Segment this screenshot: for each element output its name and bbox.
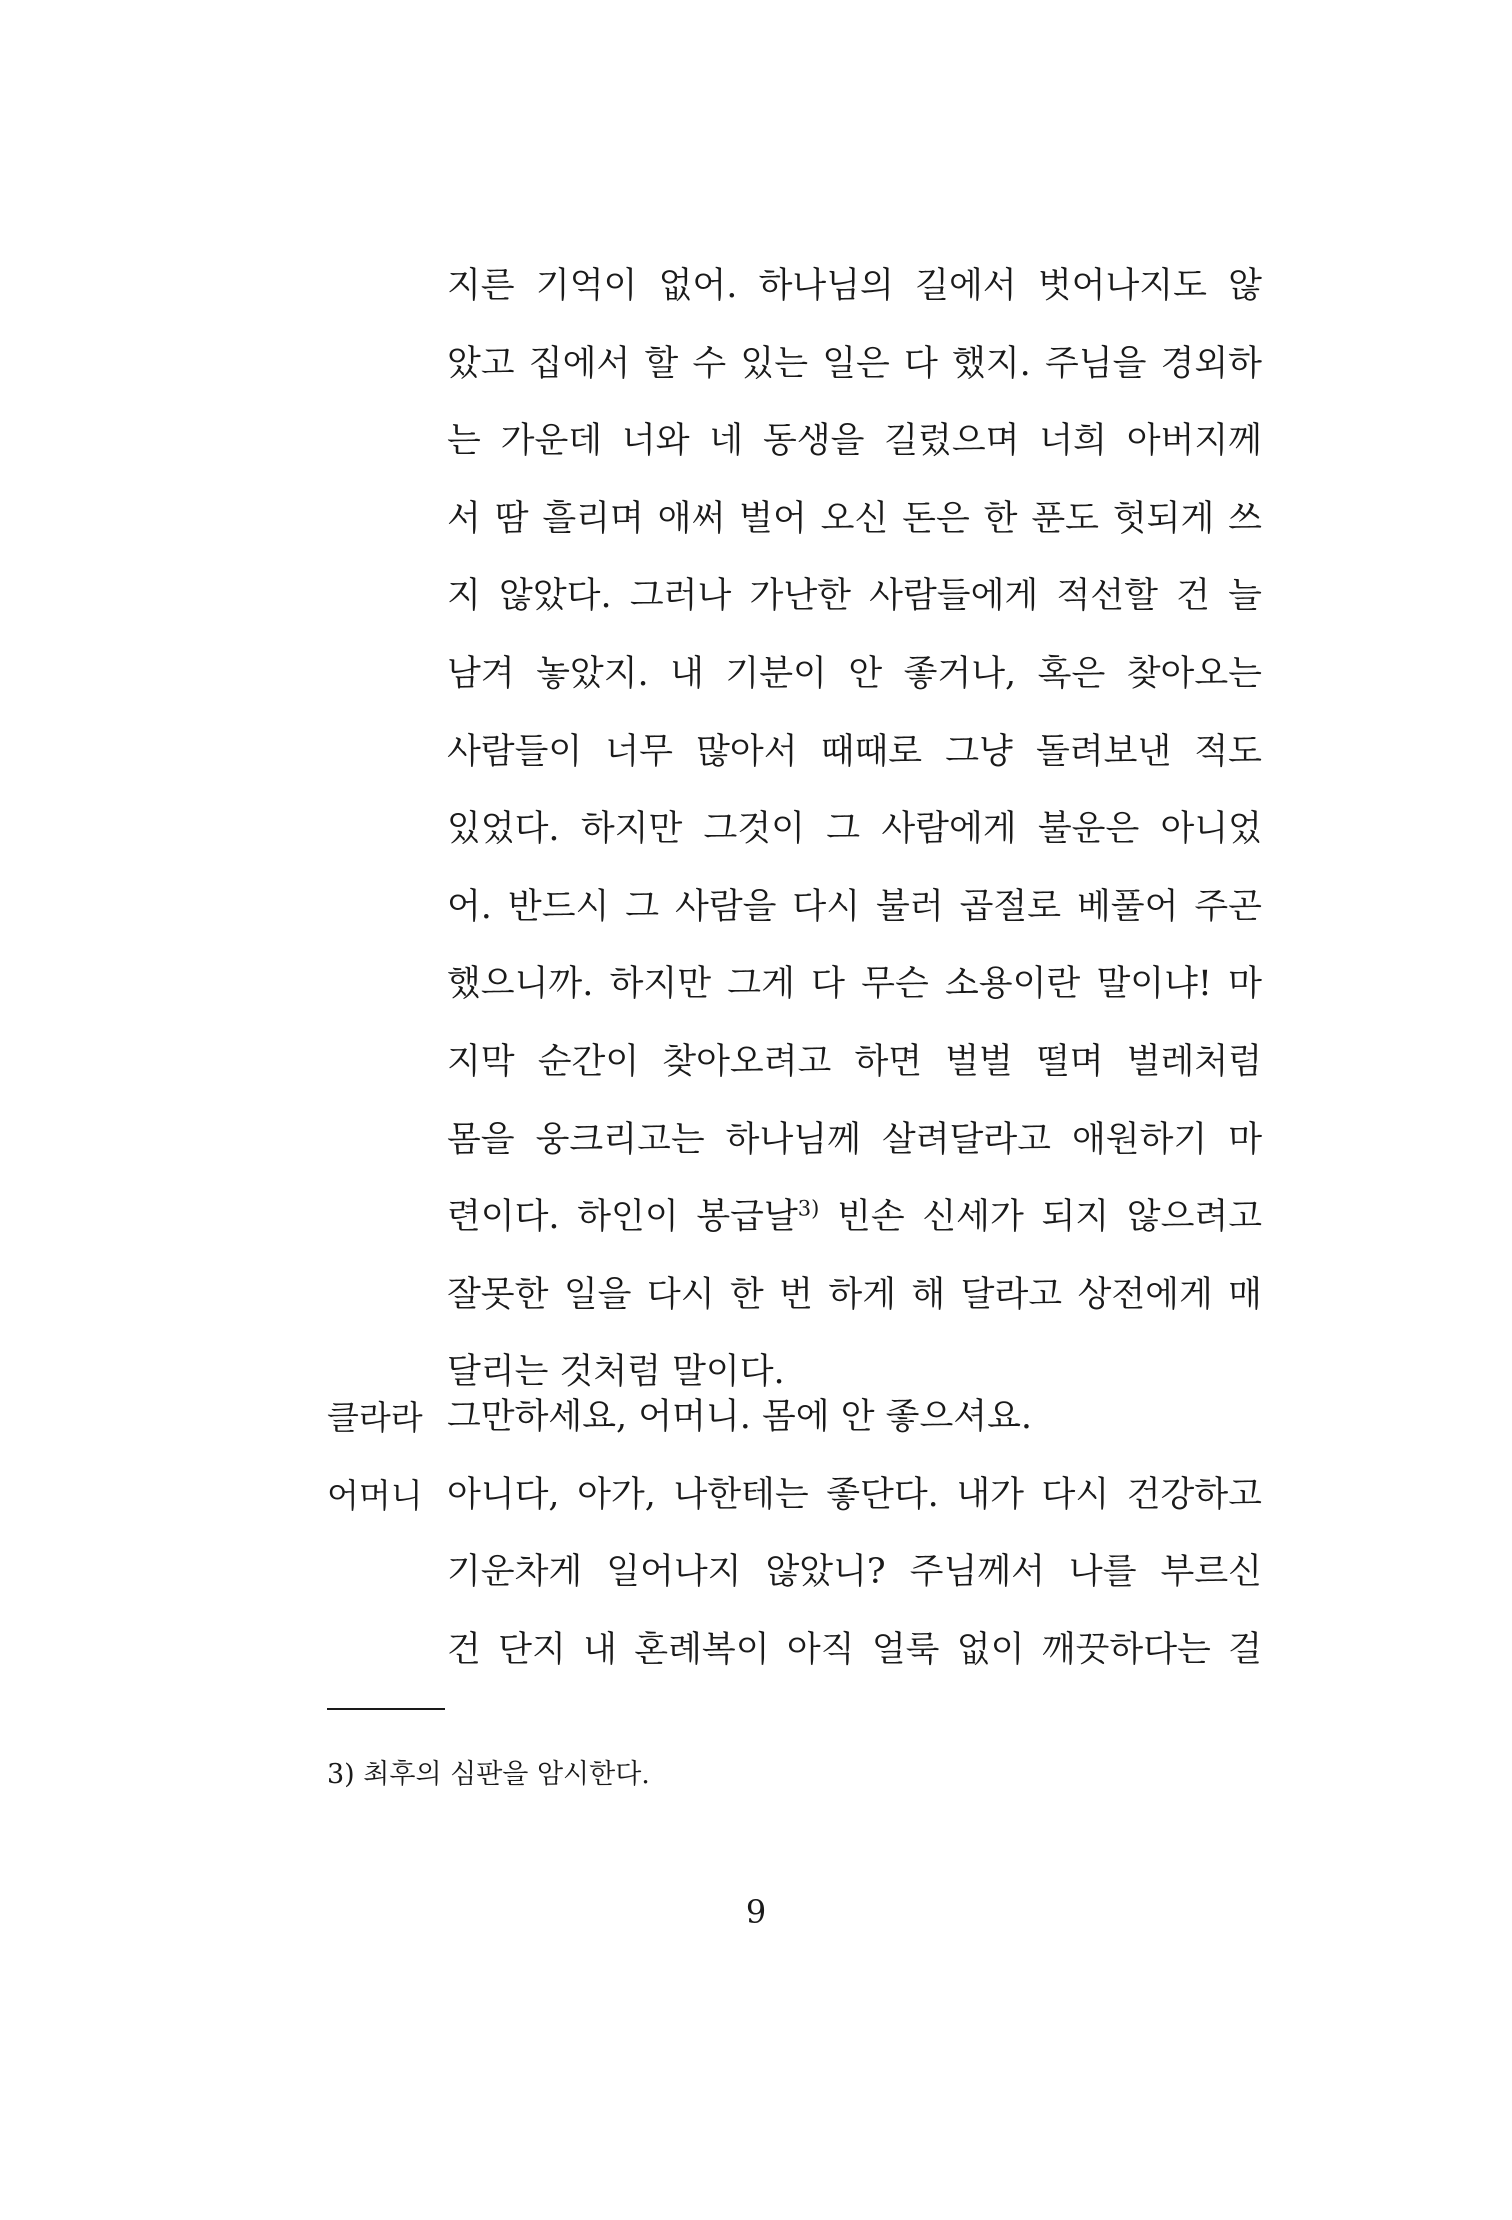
speech-line: 그만하세요, 어머니. 몸에 안 좋으셔요. — [447, 1397, 1033, 1437]
footnote: 3) 최후의 심판을 암시한다. — [327, 1759, 650, 1790]
line-text-after: 빈손 신세가 되지 않으려고 — [819, 1197, 1263, 1238]
speech-mother — [327, 1457, 1262, 1690]
line-text-before: 련이다. 하인이 봉급날 — [447, 1197, 798, 1238]
footnote-reference[interactable]: 3) — [797, 1196, 820, 1221]
paragraph-line: 는 가운데 너와 네 동생을 길렀으며 너희 아버지께 — [447, 421, 1262, 462]
paragraph-line: 지른 기억이 없어. 하나님의 길에서 벗어나지도 않 — [447, 266, 1262, 306]
paragraph-line: 잘못한 일을 다시 한 번 하게 해 달라고 상전에게 매 — [447, 1274, 1262, 1315]
paragraph-line: 남겨 놓았지. 내 기분이 안 좋거나, 혹은 찾아오는 — [447, 653, 1262, 694]
speech-lines — [447, 1379, 1262, 1457]
speech-line: 기운차게 일어나지 않았니? 주님께서 나를 부르신 — [447, 1552, 1262, 1593]
footnote-divider — [327, 1708, 445, 1710]
paragraph-line: 서 땀 흘리며 애써 벌어 오신 돈은 한 푼도 헛되게 쓰 — [447, 498, 1262, 539]
paragraph-line: 사람들이 너무 많아서 때때로 그냥 돌려보낸 적도 — [447, 731, 1262, 772]
speaker-name: 클라라 — [327, 1398, 423, 1437]
speech-lines — [447, 1457, 1262, 1690]
paragraph-line: 았고 집에서 할 수 있는 일은 다 했지. 주님을 경외하 — [447, 343, 1262, 384]
paragraph-line: 지막 순간이 찾아오려고 하면 벌벌 떨며 벌레처럼 — [447, 1041, 1262, 1082]
speech-line: 아니다, 아가, 나한테는 좋단다. 내가 다시 건강하고 — [447, 1474, 1262, 1515]
paragraph-line: 했으니까. 하지만 그게 다 무슨 소용이란 말이냐! 마 — [447, 964, 1262, 1005]
paragraph-line: 지 않았다. 그러나 가난한 사람들에게 적선할 건 늘 — [447, 576, 1262, 617]
dialogue-block — [327, 1379, 1262, 1689]
monologue-paragraph — [447, 248, 1262, 1412]
paragraph-line: 몸을 웅크리고는 하나님께 살려달라고 애원하기 마 — [447, 1119, 1262, 1160]
page-number: 9 — [745, 1893, 767, 1931]
speech-clara — [327, 1379, 1262, 1457]
paragraph-line: 어. 반드시 그 사람을 다시 불러 곱절로 베풀어 주곤 — [447, 886, 1262, 927]
paragraph-line-with-footnote — [447, 1179, 1262, 1257]
paragraph-line: 있었다. 하지만 그것이 그 사람에게 불운은 아니었 — [447, 809, 1262, 850]
speaker-name: 어머니 — [327, 1475, 423, 1515]
speech-line: 건 단지 내 혼례복이 아직 얼룩 없이 깨끗하다는 걸 — [447, 1629, 1262, 1670]
paragraph-line: 달리는 것처럼 말이다. — [447, 1352, 785, 1393]
